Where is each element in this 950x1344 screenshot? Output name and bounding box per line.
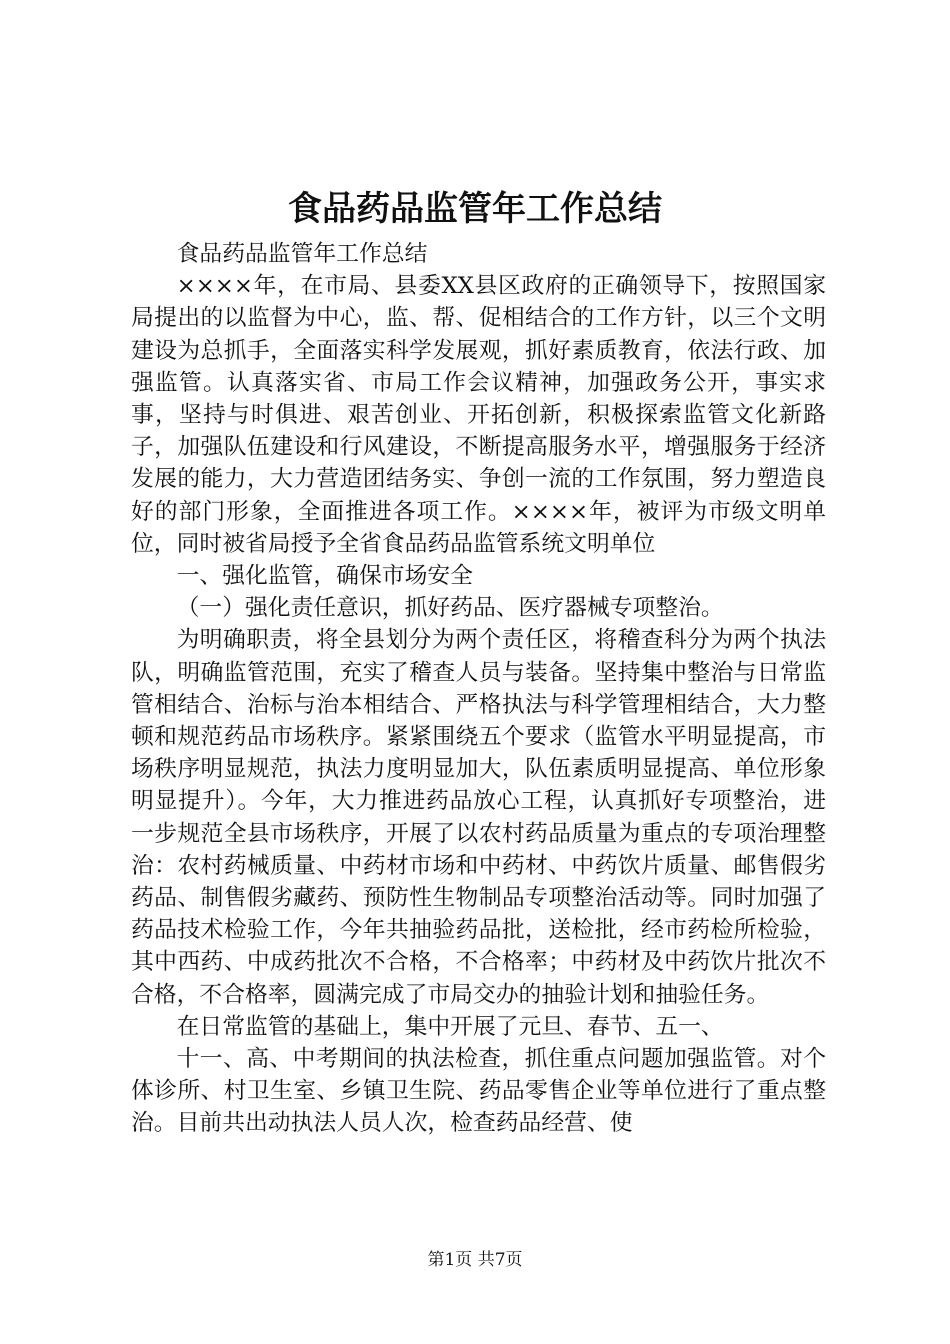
section-heading-1: 一、强化监管，确保市场安全: [176, 563, 473, 590]
page-title: 食品药品监管年工作总结: [288, 189, 662, 229]
subsection-heading-1: （一）强化责任意识，抓好药品、医疗器械专项整治。: [176, 595, 724, 622]
body-paragraph: 在日常监管的基础上，集中开展了元旦、春节、五一、: [176, 1013, 724, 1040]
document-body: [131, 238, 826, 1140]
intro-paragraph: ××××年，在市局、县委XX县区政府的正确领导下，按照国家局提出的以监督为中心，监、帮、促相结合的工作方针，以三个文明建设为总抓手，全面落实科学发展观，抓好素质教育，依法行政、加强监管。认真落实省、市局工作会议精神，加强政务公开，事实求事，坚持与时俱进、艰苦创业、开拓创新，积极探索监管文化新路子，加强队伍建设和行风建设，不断提高服务水平，增强服务于经济发展的能力，大力营造团结务实、争创一流的工作氛围，努力塑造良好的部门形象，全面推进各项工作。××××年，被评为市级文明单位，同时被省局授予全省食品药品监管系统文明单位: [131, 273, 826, 557]
page-footer: 第1页 共7页: [427, 1250, 523, 1270]
body-paragraph: 为明确职责，将全县划分为两个责任区，将稽查科分为两个执法队，明确监管范围，充实了稽查人员与装备。坚持集中整治与日常监管相结合、治标与治本相结合、严格执法与科学管理相结合，大力整顿和规范药品市场秩序。紧紧围绕五个要求（监管水平明显提高，市场秩序明显规范，执法力度明显加大，队伍素质明显提高、单位形象明显提升）。今年，大力推进药品放心工程，认真抓好专项整治，进一步规范全县市场秩序，开展了以农村药品质量为重点的专项治理整治：农村药械质量、中药材市场和中药材、中药饮片质量、邮售假劣药品、制售假劣藏药、预防性生物制品专项整治活动等。同时加强了药品技术检验工作，今年共抽验药品批，送检批，经市药检所检验，其中西药、中成药批次不合格，不合格率；中药材及中药饮片批次不合格，不合格率，圆满完成了市局交办的抽验计划和抽验任务。: [131, 627, 826, 1008]
subtitle-paragraph: 食品药品监管年工作总结: [176, 241, 428, 267]
body-paragraph: 十一、高、中考期间的执法检查，抓住重点问题加强监管。对个体诊所、村卫生室、乡镇卫生院、药品零售企业等单位进行了重点整治。目前共出动执法人员人次，检查药品经营、使: [131, 1046, 826, 1137]
